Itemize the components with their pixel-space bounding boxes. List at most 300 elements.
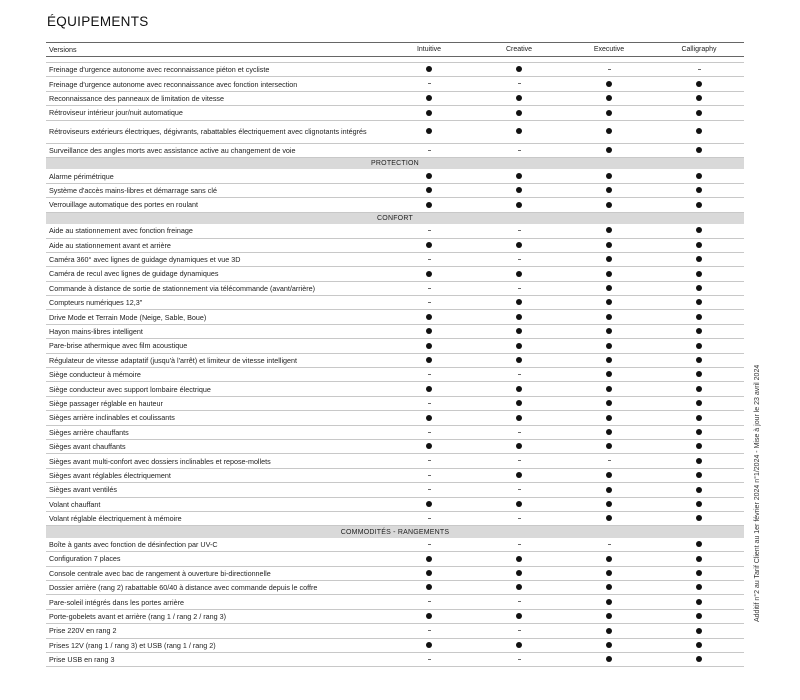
availability-cell [654,299,744,306]
equipment-label: Boîte à gants avec fonction de désinfection par UV-C [49,540,218,550]
standard-dot-icon [516,328,522,334]
standard-dot-icon [426,128,432,134]
availability-cell [654,147,744,154]
availability-cell [564,429,654,436]
table-row [46,239,744,253]
standard-dot-icon [696,110,702,116]
table-row [46,77,744,91]
table-row [46,339,744,353]
standard-dot-icon [606,570,612,576]
standard-dot-icon [696,173,702,179]
standard-dot-icon [606,242,612,248]
equipment-label: Surveillance des angles morts avec assistance active au changement de voie [49,145,296,155]
unavailable-dash-icon [518,374,521,375]
standard-dot-icon [606,371,612,377]
availability-cell [384,242,474,249]
standard-dot-icon [696,656,702,662]
availability-cell [654,357,744,364]
table-row [46,624,744,638]
standard-dot-icon [696,628,702,634]
standard-dot-icon [606,400,612,406]
unavailable-dash-icon [428,230,431,231]
unavailable-dash-icon [428,150,431,151]
availability-cell [384,256,474,263]
availability-cell [564,386,654,393]
availability-cell [474,270,564,277]
availability-cell [654,227,744,234]
unavailable-dash-icon [428,83,431,84]
table-row [46,653,744,667]
unavailable-dash-icon [428,489,431,490]
unavailable-dash-icon [428,374,431,375]
availability-cell [654,81,744,88]
standard-dot-icon [696,328,702,334]
equipment-label: Siège conducteur avec support lombaire électrique [49,384,211,394]
table-row [46,382,744,396]
standard-dot-icon [516,400,522,406]
standard-dot-icon [696,95,702,101]
availability-cell [564,371,654,378]
table-row [46,512,744,526]
standard-dot-icon [426,584,432,590]
standard-dot-icon [606,343,612,349]
availability-cell [654,342,744,349]
standard-dot-icon [426,386,432,392]
availability-cell [564,458,654,465]
standard-dot-icon [426,66,432,72]
standard-dot-icon [606,147,612,153]
standard-dot-icon [696,429,702,435]
standard-dot-icon [696,472,702,478]
availability-cell [474,128,564,135]
availability-cell [654,429,744,436]
availability-cell [474,342,564,349]
equipment-label: Aide au stationnement avec fonction freinage [49,226,193,236]
table-row [46,426,744,440]
standard-dot-icon [696,256,702,262]
table-row [46,368,744,382]
availability-cell [564,314,654,321]
availability-cell [384,458,474,465]
availability-cell [384,472,474,479]
availability-cell [654,570,744,577]
equipment-label: Drive Mode et Terrain Mode (Neige, Sable, Boue) [49,312,207,322]
standard-dot-icon [516,95,522,101]
standard-dot-icon [606,501,612,507]
table-row [46,639,744,653]
unavailable-dash-icon [428,403,431,404]
unavailable-dash-icon [518,259,521,260]
availability-cell [384,555,474,562]
table-row [46,567,744,581]
equipment-label: Régulateur de vitesse adaptatif (jusqu'à l'arrêt) et limiteur de vitesse intelligent [49,355,298,365]
standard-dot-icon [606,95,612,101]
standard-dot-icon [516,343,522,349]
table-row [46,411,744,425]
unavailable-dash-icon [518,288,521,289]
availability-cell [384,371,474,378]
standard-dot-icon [696,443,702,449]
availability-cell [384,443,474,450]
availability-cell [654,613,744,620]
table-row [46,169,744,183]
standard-dot-icon [696,541,702,547]
availability-cell [564,656,654,663]
standard-dot-icon [606,656,612,662]
unavailable-dash-icon [608,460,611,461]
availability-cell [654,656,744,663]
availability-cell [384,342,474,349]
standard-dot-icon [606,227,612,233]
availability-cell [474,584,564,591]
availability-cell [474,256,564,263]
equipment-label: Freinage d'urgence autonome avec reconnaissance avec fonction intersection [49,79,298,89]
availability-cell [474,328,564,335]
availability-cell [564,66,654,73]
standard-dot-icon [696,415,702,421]
equipment-label: Sièges arrière chauffants [49,427,129,437]
table-row [46,581,744,595]
unavailable-dash-icon [518,83,521,84]
standard-dot-icon [426,328,432,334]
standard-dot-icon [606,642,612,648]
availability-cell [654,66,744,73]
standard-dot-icon [696,81,702,87]
availability-cell [564,328,654,335]
equipment-label: Volant chauffant [49,499,101,509]
equipment-label: Système d'accès mains-libres et démarrage sans clé [49,186,217,196]
header-label: Versions [49,45,77,54]
equipment-label: Siège conducteur à mémoire [49,370,141,380]
availability-cell [474,458,564,465]
standard-dot-icon [426,556,432,562]
header-version-calligraphy: Calligraphy [681,46,717,53]
availability-cell [474,285,564,292]
availability-cell [654,128,744,135]
standard-dot-icon [606,556,612,562]
standard-dot-icon [516,242,522,248]
equipment-label: Reconnaissance des panneaux de limitation de vitesse [49,93,225,103]
availability-cell [384,386,474,393]
unavailable-dash-icon [428,288,431,289]
standard-dot-icon [516,357,522,363]
equipment-label: Verrouillage automatique des portes en roulant [49,200,199,210]
table-row [46,184,744,198]
availability-cell [654,555,744,562]
standard-dot-icon [696,386,702,392]
availability-cell [564,501,654,508]
table-row [46,282,744,296]
equipment-label: Hayon mains-libres intelligent [49,327,143,337]
standard-dot-icon [696,227,702,233]
table-row [46,538,744,552]
availability-cell [474,515,564,522]
equipment-label: Configuration 7 places [49,554,121,564]
standard-dot-icon [606,415,612,421]
availability-cell [564,256,654,263]
equipment-label: Commande à distance de sortie de stationnement via télécommande (avant/arrière) [49,283,316,293]
equipment-label: Volant réglable électriquement à mémoire [49,514,182,524]
availability-cell [384,515,474,522]
standard-dot-icon [516,299,522,305]
unavailable-dash-icon [698,69,701,70]
standard-dot-icon [426,357,432,363]
standard-dot-icon [606,429,612,435]
availability-cell [654,371,744,378]
standard-dot-icon [606,328,612,334]
header-version-executive: Executive [593,46,625,53]
standard-dot-icon [516,66,522,72]
availability-cell [564,187,654,194]
availability-cell [654,443,744,450]
standard-dot-icon [696,128,702,134]
standard-dot-icon [516,386,522,392]
unavailable-dash-icon [428,475,431,476]
equipment-label: Caméra de recul avec lignes de guidage dynamiques [49,269,219,279]
standard-dot-icon [516,556,522,562]
standard-dot-icon [696,271,702,277]
standard-dot-icon [516,613,522,619]
table-row [46,121,744,144]
availability-cell [564,173,654,180]
standard-dot-icon [696,202,702,208]
table-row [46,63,744,77]
availability-cell [654,400,744,407]
availability-cell [654,584,744,591]
availability-cell [474,472,564,479]
standard-dot-icon [606,128,612,134]
side-note: Additif n°2 au Tarif Client au 1er février 2024 n°1/2024 - Mise à jour le 23 avril 2024 [754,364,761,622]
unavailable-dash-icon [428,432,431,433]
availability-cell [474,414,564,421]
table-row [46,106,744,120]
equipment-label: Pare-soleil intégrés dans les portes arrière [49,597,185,607]
standard-dot-icon [516,570,522,576]
unavailable-dash-icon [428,460,431,461]
availability-cell [654,187,744,194]
standard-dot-icon [696,299,702,305]
unavailable-dash-icon [428,601,431,602]
standard-dot-icon [606,443,612,449]
equipment-label: Aide au stationnement avant et arrière [49,240,171,250]
table-row [46,325,744,339]
availability-cell [654,414,744,421]
standard-dot-icon [606,110,612,116]
availability-cell [564,299,654,306]
standard-dot-icon [606,173,612,179]
standard-dot-icon [426,415,432,421]
standard-dot-icon [426,443,432,449]
availability-cell [384,201,474,208]
availability-cell [564,109,654,116]
unavailable-dash-icon [428,659,431,660]
standard-dot-icon [696,599,702,605]
unavailable-dash-icon [518,432,521,433]
standard-dot-icon [426,343,432,349]
table-row [46,454,744,468]
standard-dot-icon [426,95,432,101]
equipment-label: Prise USB en rang 3 [49,655,115,665]
availability-cell [474,242,564,249]
availability-cell [654,472,744,479]
availability-cell [384,147,474,154]
unavailable-dash-icon [518,544,521,545]
standard-dot-icon [426,271,432,277]
standard-dot-icon [516,472,522,478]
availability-cell [384,81,474,88]
standard-dot-icon [516,187,522,193]
availability-cell [654,285,744,292]
equipment-label: Caméra 360° avec lignes de guidage dynamiques et vue 3D [49,255,241,265]
availability-cell [474,314,564,321]
availability-cell [564,443,654,450]
standard-dot-icon [606,487,612,493]
standard-dot-icon [696,400,702,406]
table-header [46,42,744,57]
table-row [46,296,744,310]
availability-cell [654,173,744,180]
standard-dot-icon [696,285,702,291]
table-row [46,498,744,512]
equipment-label: Rétroviseurs extérieurs électriques, dégivrants, rabattables électriquement avec clignotants intégrés [49,127,367,137]
unavailable-dash-icon [518,601,521,602]
standard-dot-icon [516,202,522,208]
equipment-label: Porte-gobelets avant et arrière (rang 1 / rang 2 / rang 3) [49,611,226,621]
availability-cell [654,314,744,321]
table-row [46,253,744,267]
standard-dot-icon [426,202,432,208]
availability-cell [564,270,654,277]
table-row [46,267,744,281]
availability-cell [384,541,474,548]
availability-cell [474,627,564,634]
availability-cell [564,486,654,493]
availability-cell [384,400,474,407]
standard-dot-icon [696,570,702,576]
availability-cell [564,472,654,479]
availability-cell [474,371,564,378]
equipment-label: Sièges arrière inclinables et coulissants [49,413,175,423]
standard-dot-icon [426,570,432,576]
standard-dot-icon [606,299,612,305]
availability-cell [654,458,744,465]
standard-dot-icon [606,357,612,363]
availability-cell [474,173,564,180]
availability-cell [564,613,654,620]
standard-dot-icon [606,613,612,619]
unavailable-dash-icon [518,489,521,490]
standard-dot-icon [606,599,612,605]
equipment-label: Sièges avant multi-confort avec dossiers inclinables et repose-mollets [49,456,271,466]
availability-cell [474,599,564,606]
standard-dot-icon [606,256,612,262]
availability-cell [474,400,564,407]
standard-dot-icon [516,415,522,421]
standard-dot-icon [516,443,522,449]
equipment-label: Sièges avant réglables électriquement [49,470,171,480]
availability-cell [654,386,744,393]
standard-dot-icon [606,584,612,590]
availability-cell [474,227,564,234]
availability-cell [654,501,744,508]
availability-cell [654,109,744,116]
availability-cell [564,342,654,349]
availability-cell [384,429,474,436]
standard-dot-icon [696,556,702,562]
equipment-label: Sièges avant chauffants [49,442,126,452]
availability-cell [384,656,474,663]
unavailable-dash-icon [428,544,431,545]
availability-cell [384,285,474,292]
availability-cell [654,627,744,634]
standard-dot-icon [606,628,612,634]
availability-cell [654,486,744,493]
equipment-label: Console centrale avec bac de rangement à ouverture bi-directionnelle [49,568,271,578]
availability-cell [654,515,744,522]
standard-dot-icon [516,110,522,116]
availability-cell [474,147,564,154]
unavailable-dash-icon [428,518,431,519]
standard-dot-icon [696,642,702,648]
standard-dot-icon [696,584,702,590]
availability-cell [384,414,474,421]
availability-cell [384,584,474,591]
table-body [46,63,744,667]
header-version-intuitive: Intuitive [416,46,442,53]
availability-cell [474,501,564,508]
availability-cell [474,187,564,194]
availability-cell [474,570,564,577]
availability-cell [474,95,564,102]
standard-dot-icon [516,314,522,320]
availability-cell [564,627,654,634]
equipment-label: Prise 220V en rang 2 [49,626,117,636]
unavailable-dash-icon [428,302,431,303]
availability-cell [474,613,564,620]
standard-dot-icon [516,128,522,134]
availability-cell [474,357,564,364]
standard-dot-icon [696,371,702,377]
availability-cell [384,187,474,194]
availability-cell [654,201,744,208]
availability-cell [384,270,474,277]
equipment-label: Prises 12V (rang 1 / rang 3) et USB (rang 1 / rang 2) [49,640,216,650]
availability-cell [564,570,654,577]
standard-dot-icon [516,501,522,507]
standard-dot-icon [516,584,522,590]
availability-cell [654,328,744,335]
unavailable-dash-icon [518,150,521,151]
table-row [46,198,744,212]
availability-cell [474,66,564,73]
availability-cell [474,555,564,562]
availability-cell [384,299,474,306]
unavailable-dash-icon [428,630,431,631]
availability-cell [564,515,654,522]
availability-cell [564,642,654,649]
availability-cell [384,128,474,135]
table-row [46,469,744,483]
availability-cell [564,285,654,292]
unavailable-dash-icon [518,460,521,461]
standard-dot-icon [426,173,432,179]
availability-cell [564,357,654,364]
availability-cell [474,642,564,649]
unavailable-dash-icon [518,659,521,660]
equipment-label: Alarme périmétrique [49,171,114,181]
section-header: CONFORT [46,213,744,225]
availability-cell [384,66,474,73]
